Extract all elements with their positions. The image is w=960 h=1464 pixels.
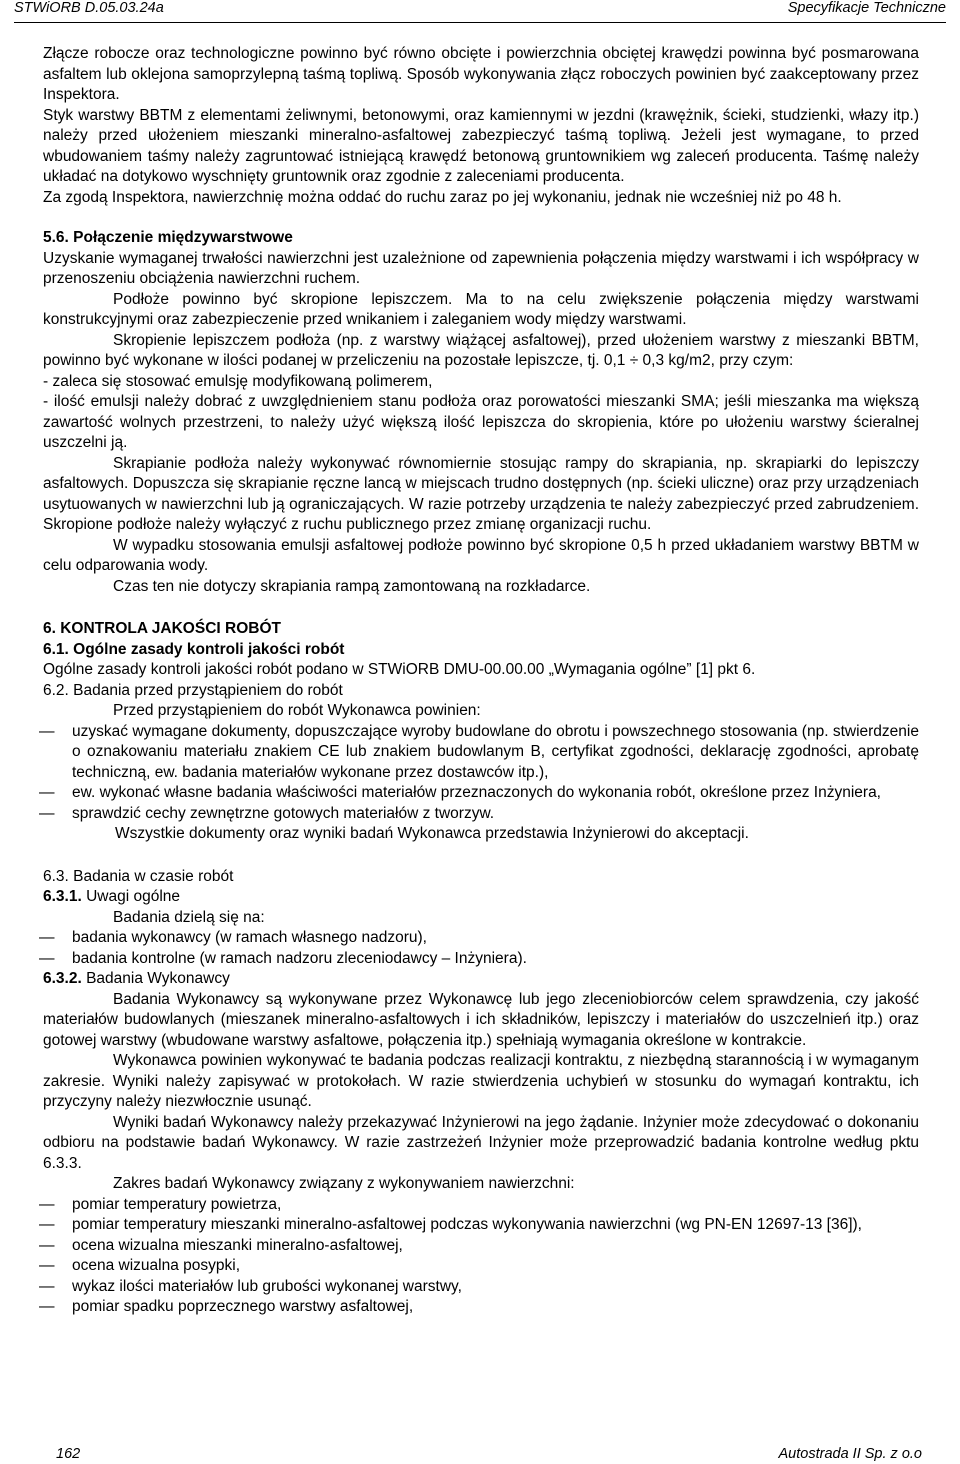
paragraph-ramp-note: Czas ten nie dotyczy skrapiania rampą zamontowaną na rozkładarce. [113, 577, 591, 595]
list-item: — sprawdzić cechy zewnętrzne gotowych materiałów z tworzyw. [43, 804, 919, 825]
list-item: — pomiar temperatury mieszanki mineralno-asfaltowej podczas wykonywania nawierzchni (wg PN-EN 12697-13 [36]), [43, 1215, 919, 1236]
list-item: — pomiar temperatury powietrza, [43, 1195, 919, 1216]
paragraph-contractor-duty: Wykonawca powinien wykonywać te badania podczas realizacji kontraktu, z niezbędną starannością i w wymaganym zakresie. Wyniki należy zapisywać w protokołach. W razie stwierdzenia uchybień w stosunku do wymagań kontraktu, ich przyczyny należy niezwłocznie usunąć. [43, 1052, 919, 1110]
list-item: — badania kontrolne (w ramach nadzoru zleceniodawcy – Inżyniera). [43, 949, 919, 970]
paragraph-emulsion-amount: - ilość emulsji należy dobrać z uwzględnieniem stanu podłoża oraz porowatości mieszanki SMA; jeśli mieszanka ma większą zawartość wolnych przestrzeni, to należy użyć większą ilość lepiszcza do skropienia, które po ułożeniu warstwy ścieralnej uszczelni ją. [43, 393, 919, 451]
list-item: — ew. wykonać własne badania właściwości materiałów przeznaczonych do wykonania robót, określone przez Inżyniera, [43, 783, 919, 804]
paragraph-joints: Złącze robocze oraz technologiczne powinno być równo obcięte i powierzchnia obciętej krawędzi powinna być posmarowana asfaltem lub oklejona samoprzylepną taśmą topliwą. Sposób wykonywania złącz roboczych powinien być zaakceptowany przez Inspektora. [43, 45, 919, 103]
paragraph-emulsion-polymer: - zaleca się stosować emulsję modyfikowaną polimerem, [43, 372, 433, 390]
paragraph-scope: Zakres badań Wykonawcy związany z wykonywaniem nawierzchni: [113, 1175, 575, 1192]
page-number: 162 [56, 1446, 81, 1462]
section-heading-5-6: 5.6. Połączenie międzywarstwowe [43, 229, 293, 246]
footer-company: Autostrada II Sp. z o.o [778, 1446, 922, 1462]
list-item: — ocena wizualna mieszanki mineralno-asfaltowej, [43, 1236, 919, 1257]
list-before-works [43, 722, 919, 825]
section-heading-6-3-2: 6.3.2. Badania Wykonawcy [43, 970, 230, 987]
paragraph-general-rules: Ogólne zasady kontroli jakości robót podano w STWiORB DMU-00.00.00 „Wymagania ogólne” [1] pkt 6. [43, 661, 756, 678]
list-item: — wykaz ilości materiałów lub grubości wykonanej warstwy, [43, 1277, 919, 1298]
document-body [43, 44, 919, 1318]
paragraph-documents: Wszystkie dokumenty oraz wyniki badań Wykonawca przedstawia Inżynierowi do akceptacji. [115, 825, 749, 842]
paragraph-before-works: Przed przystąpieniem do robót Wykonawca powinien: [113, 702, 481, 719]
paragraph-results: Wyniki badań Wykonawcy należy przekazywać Inżynierowi na jego żądanie. Inżynier może zdecydować o dokonaniu odbioru na podstawie badań Wykonawcy. W razie zastrzeżeń Inżynier może przeprowadzić badania kontrolne według pktu 6.3.3. [43, 1113, 919, 1172]
section-heading-6-3-1: 6.3.1. Uwagi ogólne [43, 888, 181, 905]
paragraph-traffic: Za zgodą Inspektora, nawierzchnię można oddać do ruchu zaraz po jej wykonaniu, jednak nie wcześniej niż po 48 h. [43, 188, 842, 206]
list-item: — pomiar spadku poprzecznego warstwy asfaltowej, [43, 1297, 919, 1318]
paragraph-emulsion-time: W wypadku stosowania emulsji asfaltowej podłoże powinno być skropione 0,5 h przed układaniem warstwy BBTM w celu odparowania wody. [43, 536, 919, 574]
list-item: — ocena wizualna posypki, [43, 1256, 919, 1277]
paragraph-durability: Uzyskanie wymaganej trwałości nawierzchni jest uzależnione od zapewnienia połączenia między warstwami i ich współpracy w przenoszeniu obciążenia nawierzchni ruchem. [43, 249, 919, 287]
paragraph-tests-split: Badania dzielą się na: [113, 908, 265, 926]
header-document-code: STWiORB D.05.03.24a [14, 0, 164, 16]
list-item: — badania wykonawcy (w ramach własnego nadzoru), [43, 928, 919, 949]
section-heading-6: 6. KONTROLA JAKOŚCI ROBÓT [43, 620, 281, 637]
paragraph-binder: Podłoże powinno być skropione lepiszczem. Ma to na celu zwiększenie połączenia między warstwami konstrukcyjnymi oraz zabezpieczenie przed wnikaniem i zaleganiem wody między warstwami. [43, 290, 919, 328]
list-scope [43, 1195, 919, 1318]
page-header [14, 0, 946, 23]
header-title: Specyfikacje Techniczne [787, 0, 946, 16]
section-heading-6-3: 6.3. Badania w czasie robót [43, 867, 234, 885]
paragraph-tape: Styk warstwy BBTM z elementami żeliwnymi, betonowymi, oraz kamiennymi w jezdni (krawężnik, ścieki, studzienki, włazy itp.) należy przed ułożeniem mieszanki mineralno-asfaltowej zabezpieczyć taśmą topliwą. Jeżeli jest wymagane, to przed wbudowaniem taśmy należy zagruntować istniejącą krawędź betonową gruntownikiem wg zaleceń producenta. Taśmę należy układać na dotykowo wyschnięty gruntownik oraz zgodnie z zaleceniami producenta. [43, 106, 919, 185]
paragraph-spraying: Skropienie lepiszczem podłoża (np. z warstwy wiążącej asfaltowej), przed ułożeniem warstwy z mieszanki BBTM, powinno być wykonane w ilości podanej w przeliczeniu na pozostałe lepiszcze, tj. 0,1 ÷ 0,3 kg/m2, przy czym: [43, 331, 919, 369]
paragraph-spray-method: Skrapianie podłoża należy wykonywać równomiernie stosując rampy do skrapiania, np. skrapiarki do lepiszczy asfaltowych. Dopuszcza się skrapianie ręczne lancą w miejscach trudno dostępnych (np. ścieki uliczne) oraz przy urządzeniach usytuowanych w nawierzchni lub ją ograniczających. W razie potrzeby urządzenia te należy zabezpieczyć przed zabrudzeniem. Skropione podłoże należy wyłączyć z ruchu publicznego przez zmianę organizacji ruchu. [43, 454, 919, 533]
list-tests [43, 928, 919, 969]
section-heading-6-1: 6.1. Ogólne zasady kontroli jakości robót [43, 640, 345, 658]
paragraph-contractor-tests: Badania Wykonawcy są wykonywane przez Wykonawcę lub jego zleceniobiorców celem sprawdzenia, czy jakość materiałów budowlanych (mieszanek mineralno-asfaltowych i ich składników, lepiszczy i materiałów do uszczelnień itp.) oraz gotowej warstwy (wbudowane warstwy asfaltowe, połączenia itp.) spełniają wymagania określone w kontrakcie. [43, 990, 919, 1049]
section-heading-6-2: 6.2. Badania przed przystąpieniem do robót [43, 681, 343, 699]
list-item: — uzyskać wymagane dokumenty, dopuszczające wyroby budowlane do obrotu i powszechnego stosowania (np. stwierdzenie o oznakowaniu materiału znakiem CE lub znakiem budowlanym B, certyfikat zgodności, deklarację zgodności, aprobatę techniczną, ew. badania materiałów wykonane przez dostawców itp.), [43, 722, 919, 784]
